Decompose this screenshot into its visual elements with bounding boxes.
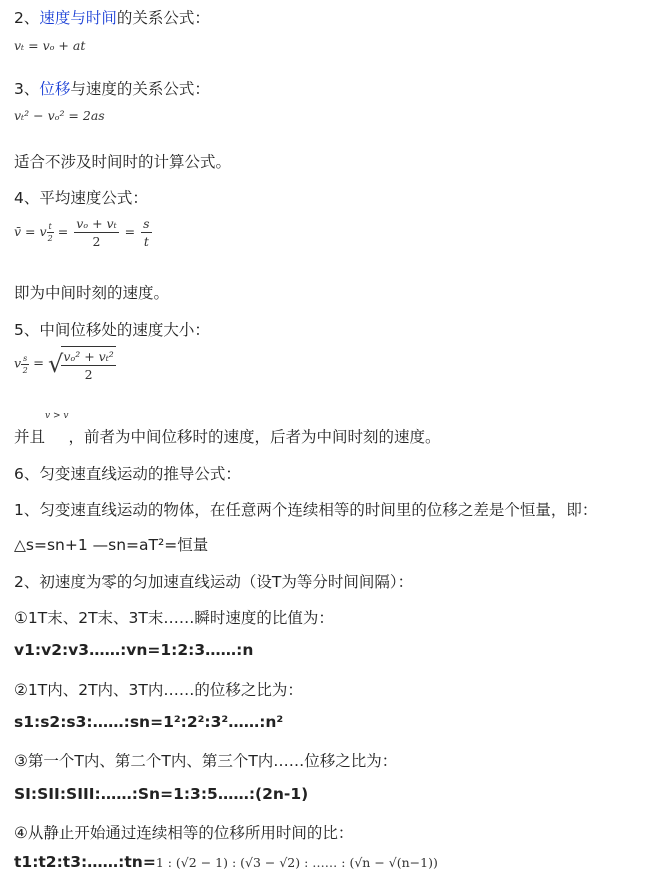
sqrt-icon: √ — [48, 350, 64, 378]
formula-rhs: 1 : (√2 − 1) : (√3 − √2) : …… : (√n − √(n−1)) — [155, 855, 438, 870]
formula-velocity-time: vₜ = vₒ + at — [14, 38, 86, 53]
formula-lhs: v — [14, 355, 22, 371]
formula-displacement-ratio: s1:s2:s3:……:sn=1²:2²:3²……:n² — [14, 713, 284, 731]
equals-sign: = — [57, 224, 69, 239]
heading-rest: 与速度的关系公式： — [70, 80, 210, 98]
case-time-ratio: ④从静止开始通过连续相等的位移所用时间的比： — [14, 824, 354, 842]
fraction-numerator: vₒ² + vₜ² — [63, 349, 114, 364]
case-instant-velocity: ①1T末、2T末、3T末……瞬时速度的比值为： — [14, 609, 334, 627]
heading-number: 3、 — [14, 80, 40, 98]
link-displacement[interactable]: 位移 — [39, 80, 71, 98]
fraction-numerator: s — [143, 216, 150, 231]
subscript-t-half: $\frac{t}{2}$ — [47, 222, 53, 243]
paragraph-displacement-difference: 1、匀变速直线运动的物体，在任意两个连续相等的时间里的位移之差是个恒量，即： — [14, 501, 598, 519]
formula-average-velocity — [14, 216, 154, 249]
heading-average-velocity: 4、平均速度公式： — [14, 189, 148, 207]
comparison-line — [14, 411, 441, 447]
fraction-denominator: 2 — [84, 367, 93, 382]
comparison-text: ，前者为中间位移时的速度，后者为中间时刻的速度。 — [68, 428, 441, 446]
heading-number: 2、 — [14, 9, 40, 27]
link-velocity-time[interactable]: 速度与时间 — [39, 9, 117, 27]
formula-mid-displacement: v $\frac{s}{2}$ = √ $\frac{\text{vₒ² + vₜ²}}{2}$ — [14, 346, 118, 382]
formula-lhs: t1:t2:t3:……:tn= — [14, 853, 156, 871]
case-interval-displacement: ③第一个T内、第二个T内、第三个T内……位移之比为： — [14, 752, 398, 770]
fraction-numerator: vₒ + vₜ — [76, 216, 117, 231]
fraction-s-over-t — [141, 216, 151, 249]
equals-sign: = — [124, 224, 136, 239]
heading-velocity-time — [14, 6, 210, 28]
comparison-formula: v > v — [45, 411, 69, 421]
subscript-s-half: $\frac{s}{2}$ — [22, 353, 28, 375]
formula-instant-velocity-ratio: v1:v2:v3……:vn=1:2:3……:n — [14, 641, 254, 659]
paragraph-zero-initial: 2、初速度为零的匀加速直线运动（设T为等分时间间隔）： — [14, 573, 414, 591]
fraction-root — [61, 346, 115, 382]
formula-time-ratio — [14, 853, 438, 871]
heading-derived-formulas: 6、匀变速直线运动的推导公式： — [14, 465, 241, 483]
case-displacement-ratio: ②1T内、2T内、3T内……的位移之比为： — [14, 681, 303, 699]
comparison-prefix: 并且 — [14, 428, 46, 446]
formula-lhs: v̄ = v — [14, 224, 47, 239]
note-no-time: 适合不涉及时间时的计算公式。 — [14, 153, 232, 171]
heading-displacement-velocity — [14, 77, 210, 99]
heading-rest: 的关系公式： — [116, 9, 210, 27]
formula-displacement-difference: △s=sn+1 —sn=aT²=恒量 — [14, 536, 209, 554]
formula-interval-displacement-ratio: SI:SII:SIII:……:Sn=1:3:5……:(2n-1) — [14, 785, 309, 803]
fraction-denominator: t — [143, 234, 149, 249]
note-mid-time: 即为中间时刻的速度。 — [14, 284, 170, 302]
heading-mid-displacement: 5、中间位移处的速度大小： — [14, 321, 210, 339]
fraction-mean — [74, 216, 118, 249]
fraction-denominator: 2 — [92, 234, 101, 249]
formula-displacement-velocity: vₜ² − vₒ² = 2as — [14, 108, 105, 123]
